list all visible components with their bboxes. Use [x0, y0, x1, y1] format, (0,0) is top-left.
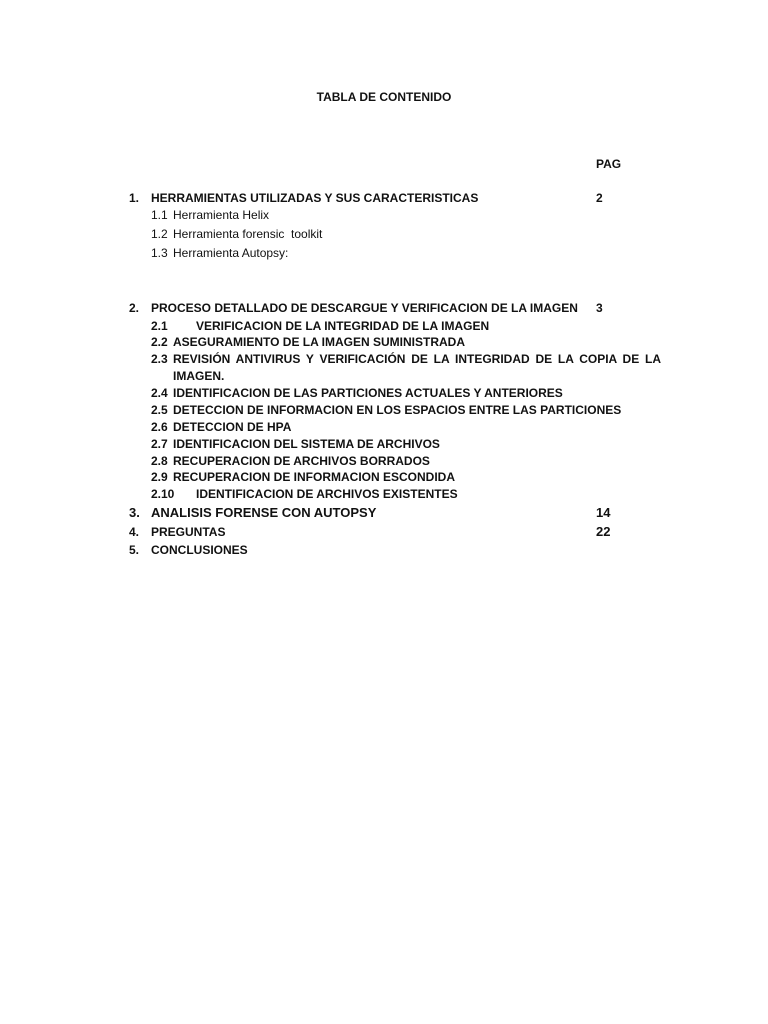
subsection-title: ASEGURAMIENTO DE LA IMAGEN SUMINISTRADA: [173, 335, 466, 349]
subsection-number: 2.10: [151, 487, 175, 501]
section-number: 5.: [129, 543, 140, 557]
subsection-title: IDENTIFICACION DE LAS PARTICIONES ACTUALES Y ANTERIORES: [173, 386, 563, 400]
section-title: HERRAMIENTAS UTILIZADAS Y SUS CARACTERISTICAS: [151, 191, 479, 205]
subsection-number: 2.9: [151, 470, 168, 484]
section-number: 3.: [129, 505, 140, 520]
subsection-title: Herramienta forensic toolkit: [173, 227, 323, 241]
subsection-title: DETECCION DE HPA: [173, 420, 292, 434]
subsection-title: RECUPERACION DE INFORMACION ESCONDIDA: [173, 470, 456, 484]
section-page-number: 14: [596, 505, 611, 520]
subsection-title-continued: IMAGEN.: [173, 369, 225, 383]
section-number: 1.: [129, 191, 140, 205]
subsection-number: 1.2: [151, 227, 168, 241]
subsection-title: Herramienta Autopsy:: [173, 246, 289, 260]
section-number: 4.: [129, 525, 140, 539]
section-title: CONCLUSIONES: [151, 543, 248, 557]
subsection-number: 2.2: [151, 335, 168, 349]
section-page-number: 2: [596, 191, 603, 205]
subsection-number: 2.6: [151, 420, 168, 434]
subsection-title: DETECCION DE INFORMACION EN LOS ESPACIOS ENTRE LAS PARTICIONES: [173, 403, 622, 417]
subsection-title: IDENTIFICACION DE ARCHIVOS EXISTENTES: [196, 487, 458, 501]
subsection-title: REVISIÓN ANTIVIRUS Y VERIFICACIÓN DE LA INTEGRIDAD DE LA COPIA DE LA: [173, 352, 661, 366]
section-title: ANALISIS FORENSE CON AUTOPSY: [151, 505, 377, 520]
section-title: PREGUNTAS: [151, 525, 226, 539]
subsection-title: IDENTIFICACION DEL SISTEMA DE ARCHIVOS: [173, 437, 440, 451]
section-page-number: 22: [596, 524, 611, 539]
subsection-number: 1.3: [151, 246, 168, 260]
subsection-number: 2.8: [151, 454, 168, 468]
subsection-number: 2.1: [151, 319, 168, 333]
subsection-number: 2.4: [151, 386, 168, 400]
page-title: TABLA DE CONTENIDO: [316, 90, 452, 104]
section-page-number: 3: [596, 301, 603, 315]
subsection-title: Herramienta Helix: [173, 208, 270, 222]
subsection-number: 1.1: [151, 208, 168, 222]
subsection-number: 2.3: [151, 352, 168, 366]
subsection-number: 2.5: [151, 403, 168, 417]
section-title: PROCESO DETALLADO DE DESCARGUE Y VERIFICACION DE LA IMAGEN: [151, 301, 578, 315]
subsection-number: 2.7: [151, 437, 168, 451]
section-number: 2.: [129, 301, 140, 315]
subsection-title: RECUPERACION DE ARCHIVOS BORRADOS: [173, 454, 430, 468]
subsection-title: VERIFICACION DE LA INTEGRIDAD DE LA IMAGEN: [196, 319, 490, 333]
page-column-header: PAG: [596, 157, 622, 171]
